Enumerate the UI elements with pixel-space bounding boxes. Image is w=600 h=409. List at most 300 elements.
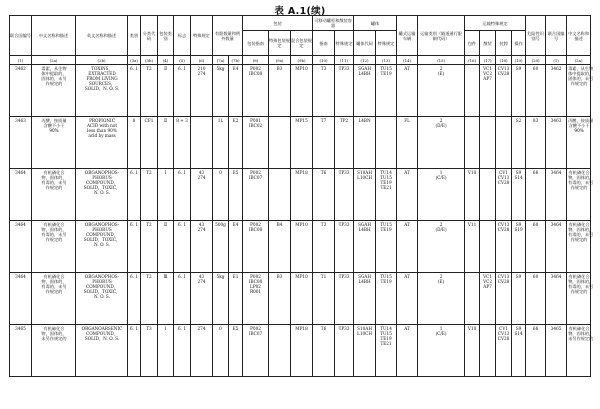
cell-mixed: MP18 — [291, 169, 313, 221]
cell-bulk-line: VC1 — [483, 274, 493, 279]
cell-transport-category-line: (E) — [437, 279, 445, 284]
cell-en-name — [76, 117, 128, 169]
cell-en-name-line: COMPOUND， — [86, 284, 118, 289]
cell-tank-code — [354, 273, 376, 325]
cell-packing-group: Ⅲ — [158, 273, 174, 325]
cell-pkg-special — [269, 117, 291, 169]
cell-special-line: 274 — [197, 175, 206, 180]
cell-tank-code-line: L4BN — [358, 118, 371, 123]
cell-operation: S9 S14 — [512, 169, 526, 221]
header-class-code: 分类代码 — [141, 16, 158, 56]
cell-cn-name-2-line: 物，固体的， — [568, 279, 594, 284]
cell-tank-prov-line: TE19 — [380, 180, 392, 185]
cell-class-code: T2 — [141, 221, 158, 273]
column-index: (4) — [158, 56, 174, 65]
cell-en-name — [76, 325, 128, 377]
cell-tank-code-line: SGAH — [358, 66, 371, 71]
cell-tank-prov — [376, 221, 397, 273]
cell-en-name-line: COMPOUND， — [86, 331, 118, 336]
cell-tank-code-line: L10CH — [357, 175, 373, 180]
cell-en-name-line: ORGANOARSENIC — [81, 326, 123, 331]
cell-class: 6. 1 — [128, 273, 141, 325]
cell-tank-prov-line: TU14 — [380, 326, 392, 331]
cell-tank-code — [354, 117, 376, 169]
cell-tank-instr: T6 — [313, 169, 335, 221]
cell-hazard-id: 60 — [526, 221, 546, 273]
cell-cn-name-2 — [567, 273, 594, 325]
cell-cn-name — [32, 325, 76, 377]
header-pkg-special: 特殊包装规定 — [269, 31, 291, 56]
cell-en-name — [76, 221, 128, 273]
cell-bulk-line: AP7 — [483, 76, 492, 81]
cell-cn-name — [32, 65, 76, 117]
column-index: (1) — [546, 56, 567, 65]
cell-packing-group: Ⅰ — [158, 325, 174, 377]
cell-tank-prov — [376, 65, 397, 117]
cell-special-line: 274 — [197, 279, 206, 284]
cell-un-no-2: 3463 — [546, 117, 567, 169]
column-index: (14) — [397, 56, 418, 65]
header-portable-tank: 可移动罐柜和散装容器 — [313, 16, 354, 31]
cell-class-code: CF1 — [141, 117, 158, 169]
cell-cn-name-line: 90% — [49, 128, 59, 133]
column-index: (20) — [526, 56, 546, 65]
table-row — [10, 117, 591, 169]
cell-cn-name-line: 有毒的，未另 — [41, 284, 67, 289]
cell-cn-name-line: 有机磷化合 — [43, 222, 65, 227]
cell-un-no-2: 3464 — [546, 169, 567, 221]
cell-transport-category — [418, 65, 465, 117]
dangerous-goods-table — [9, 15, 594, 377]
cell-cn-name-line: 作规定的 — [45, 237, 63, 242]
cell-cn-name-line: 物，固体的， — [41, 331, 67, 336]
cell-cn-name — [32, 169, 76, 221]
cell-cn-name-2-line: 有机砷化合 — [568, 326, 590, 331]
cell-hazard-id: 66 — [526, 169, 546, 221]
cell-cn-name-2 — [567, 117, 594, 169]
cell-limited-qty: 500g — [213, 221, 229, 273]
cell-excepted-qty: E2 — [229, 117, 243, 169]
header-en-name: 英文名称和描述 — [76, 16, 128, 56]
cell-packing-group: Ⅱ — [158, 117, 174, 169]
header-tank-vehicle: 罐式运输车辆 — [397, 16, 418, 56]
cell-limited-qty: 1L — [213, 117, 229, 169]
cell-limited-qty: 0 — [213, 169, 229, 221]
cell-en-name-line: SOURCES， — [88, 81, 116, 86]
cell-label: 6. 1 — [174, 169, 191, 221]
cell-loading-line: CV13 — [497, 175, 510, 180]
cell-loading-line: CV1 — [499, 326, 509, 331]
column-index: (9b) — [291, 56, 313, 65]
cell-excepted-qty: E4 — [229, 221, 243, 273]
cell-transport-category-line: 2 — [439, 118, 443, 123]
cell-transport-category-line: 1 — [439, 326, 443, 331]
cell-loading-line: CV13 — [497, 222, 510, 227]
cell-limited-qty: 5kg — [213, 273, 229, 325]
cell-transport-category — [418, 169, 465, 221]
cell-class-code: T3 — [141, 325, 158, 377]
cell-pkg-special: B4 — [269, 221, 291, 273]
cell-pkg-instr — [243, 169, 269, 221]
cell-tank-prov-line: TU15 — [380, 274, 392, 279]
cell-en-name-line: SOLID，TOXIC， — [83, 185, 121, 190]
cell-transport-category — [418, 273, 465, 325]
cell-transport-category-line: (C/E) — [435, 331, 447, 336]
cell-loading — [496, 169, 512, 221]
cell-label: 6. 1 — [174, 273, 191, 325]
cell-en-name-line: PROPIONIC — [89, 118, 115, 123]
column-index: (5) — [174, 56, 191, 65]
cell-en-name-line: SOLID，TOXIC， — [83, 289, 121, 294]
cell-en-name-line: ACID with not — [86, 123, 118, 128]
header-tank-code: 罐体代码 — [354, 31, 376, 56]
cell-pkg-instr — [243, 325, 269, 377]
header-transport-category: 运输类别（隧道通行限制代码） — [418, 16, 465, 56]
cell-transport-category-line: 1 — [439, 170, 443, 175]
header-pieces: 包件 — [465, 31, 480, 56]
cell-un-no-2: 3465 — [546, 325, 567, 377]
cell-cn-name — [32, 273, 76, 325]
cell-class-code: T2 — [141, 169, 158, 221]
cell-cn-name-2-line: 有毒的，未另 — [568, 232, 594, 237]
cell-tank-instr: T6 — [313, 325, 335, 377]
cell-label: 8 + 3 — [174, 117, 191, 169]
cell-pkg-instr-line: P002 — [250, 222, 261, 227]
cell-tank-prov-line: TE19 — [380, 336, 392, 341]
cell-hazard-id: 60 — [526, 273, 546, 325]
cell-class: 6. 1 — [128, 169, 141, 221]
cell-mixed: MP10 — [291, 221, 313, 273]
cell-special — [191, 221, 213, 273]
cell-pkg-instr-line: R001 — [249, 289, 262, 294]
cell-cn-name-2-line: 有机磷化合 — [568, 274, 590, 279]
cell-packing-group: Ⅱ — [158, 65, 174, 117]
cell-cn-name-2-line: 有毒的，未另 — [568, 284, 594, 289]
cell-label: 6. 1 — [174, 325, 191, 377]
cell-bulk-line: AP7 — [483, 284, 492, 289]
cell-tank-instr: T3 — [313, 65, 335, 117]
cell-mixed: MP15 — [291, 117, 313, 169]
table-body — [10, 65, 594, 377]
cell-pkg-instr-line: P002 — [250, 66, 261, 71]
cell-cn-name-line: 毒素，从生物 — [41, 66, 67, 71]
cell-cn-name-line: 有毒的，未另 — [41, 232, 67, 237]
cell-cn-name-line: 体中提取的， — [41, 71, 67, 76]
cell-en-name-line: ORGANOPHOS- — [84, 274, 120, 279]
cell-tank-prov — [376, 273, 397, 325]
cell-class: 6. 1 — [128, 221, 141, 273]
cell-tank-instr: T3 — [313, 221, 335, 273]
cell-un-no: 3464 — [10, 273, 32, 325]
column-index: (8) — [243, 56, 269, 65]
cell-tank-special: TP33 — [335, 325, 354, 377]
cell-en-name — [76, 65, 128, 117]
cell-packing-group: Ⅱ — [158, 221, 174, 273]
cell-excepted-qty: E5 — [229, 325, 243, 377]
header-tank-body: 罐体 — [354, 16, 397, 31]
cell-loading-line: CV28 — [497, 336, 510, 341]
header-limited-qty: 有限数量和例外数量 — [213, 16, 243, 56]
cell-un-no-2: 3464 — [546, 273, 567, 325]
cell-loading — [496, 221, 512, 273]
column-index: (17) — [480, 56, 496, 65]
cell-class-code: T2 — [141, 65, 158, 117]
table-row — [10, 169, 591, 221]
cell-transport-category-line: (D/E) — [435, 123, 447, 128]
cell-cn-name-2-line: 丙酸，按质量 — [568, 118, 594, 123]
cell-limited-qty: 5kg — [213, 65, 229, 117]
cell-pkg-instr-line: IBC02 — [248, 123, 263, 128]
cell-tank-code-line: L4BH — [358, 227, 371, 232]
cell-tank-code — [354, 325, 376, 377]
cell-tank-code — [354, 221, 376, 273]
cell-pkg-instr-line: LP02 — [250, 284, 261, 289]
cell-en-name-line: less than 90% — [87, 128, 117, 133]
cell-operation: S2 — [512, 117, 526, 169]
cell-cn-name-line: 有机磷化合 — [43, 170, 65, 175]
column-index: (12) — [354, 56, 376, 65]
cell-tank-special: TP33 — [335, 65, 354, 117]
cell-cn-name-2-line: 有机磷化合 — [568, 222, 590, 227]
cell-loading — [496, 273, 512, 325]
cell-mixed: MP10 — [291, 273, 313, 325]
cell-en-name-line: ORGANOPHOS- — [84, 170, 120, 175]
cell-cn-name-line: 作规定的 — [45, 81, 63, 86]
cell-cn-name — [32, 221, 76, 273]
cell-special — [191, 325, 213, 377]
cell-bulk-line: VC2 — [483, 279, 493, 284]
cell-special-line: 43 — [198, 274, 205, 279]
cell-en-name-line: N. O. S. — [94, 294, 110, 299]
cell-un-no: 3464 — [10, 169, 32, 221]
cell-hazard-id: 83 — [526, 117, 546, 169]
cell-en-name-line: FROM LIVING — [86, 76, 118, 81]
column-index: (13) — [376, 56, 397, 65]
cell-excepted-qty: E5 — [229, 169, 243, 221]
cell-cn-name-line: 有机砷化合 — [43, 326, 65, 331]
cell-un-no: 3462 — [10, 65, 32, 117]
cell-en-name-line: SOLID，N. O. S. — [84, 86, 120, 91]
cell-pieces — [465, 273, 480, 325]
cell-pkg-instr-line: IBC07 — [248, 331, 263, 336]
cell-class: 6. 1 — [128, 325, 141, 377]
column-index: (3a) — [128, 56, 141, 65]
table-row — [10, 325, 591, 377]
cell-label: 6. 1 — [174, 221, 191, 273]
cell-special-line: 43 — [198, 170, 205, 175]
cell-pkg-instr-line: P002 — [250, 170, 261, 175]
cell-cn-name-2 — [567, 221, 594, 273]
cell-cn-name-2-line: 作规定的 — [570, 81, 588, 86]
cell-tank-prov-line: TU14 — [380, 170, 392, 175]
column-index-row — [10, 56, 591, 65]
cell-en-name-line: EXTRACTED — [88, 71, 116, 76]
cell-cn-name-line: 作规定的 — [45, 185, 63, 190]
header-hazard-id: 危险性识别号 — [526, 16, 546, 56]
cell-tank-special: TP33 — [335, 273, 354, 325]
cell-tank-prov — [376, 117, 397, 169]
column-index: (7a) — [213, 56, 229, 65]
cell-en-name-line: ORGANOPHOS- — [84, 222, 120, 227]
cell-operation: S9 — [512, 273, 526, 325]
header-packing-group: 包装类别 — [158, 16, 174, 56]
header-cn-name: 中文名称和描述 — [32, 16, 76, 56]
header-tank-special: 特殊规定 — [335, 31, 354, 56]
cell-tank-prov-line: TE19 — [380, 279, 392, 284]
column-index: (6) — [191, 56, 213, 65]
cell-cn-name-2 — [567, 169, 594, 221]
cell-cn-name-2 — [567, 65, 594, 117]
header-special: 特殊规定 — [191, 16, 213, 56]
cell-cn-name-2 — [567, 325, 594, 377]
cell-un-no-2: 3462 — [546, 65, 567, 117]
cell-pieces: V10 — [465, 169, 480, 221]
cell-loading — [496, 325, 512, 377]
cell-limited-qty: 0 — [213, 325, 229, 377]
header-mixed: 混合包装规定 — [291, 31, 313, 56]
cell-cn-name — [32, 117, 76, 169]
cell-loading-line: CV28 — [497, 71, 510, 76]
cell-excepted-qty: E4 — [229, 65, 243, 117]
cell-cn-name-2-line: 作规定的 — [570, 289, 588, 294]
table-row — [10, 273, 591, 325]
column-index: (2b) — [76, 56, 128, 65]
cell-bulk — [480, 325, 496, 377]
column-index: (18) — [496, 56, 512, 65]
cell-packing-group: Ⅰ — [158, 169, 174, 221]
cell-en-name-line: PHORUS — [92, 279, 112, 284]
cell-class: 8 — [128, 117, 141, 169]
cell-tank-prov-line: TU15 — [380, 175, 392, 180]
cell-pieces — [465, 65, 480, 117]
cell-pkg-instr — [243, 117, 269, 169]
header-packaging: 包装 — [243, 16, 313, 31]
cell-tank-code — [354, 65, 376, 117]
cell-tank-prov-line: TU15 — [380, 331, 392, 336]
column-index: (1) — [10, 56, 32, 65]
cell-bulk-line: VC2 — [483, 71, 493, 76]
cell-special-line: 43 — [198, 222, 205, 227]
cell-pieces: V11 — [465, 221, 480, 273]
header-bulk: 散装 — [480, 31, 496, 56]
cell-cn-name-line: 有机磷化合 — [43, 274, 65, 279]
header-label: 标志 — [174, 16, 191, 56]
header-loading: 装卸 — [496, 31, 512, 56]
cell-un-no: 3463 — [10, 117, 32, 169]
cell-loading-line: CV13 — [497, 331, 510, 336]
header-pkg-instr: 包装指南 — [243, 31, 269, 56]
cell-hazard-id: 66 — [526, 325, 546, 377]
cell-loading-line: CV13 — [497, 274, 510, 279]
cell-en-name-line: PHORUS — [92, 227, 112, 232]
cell-special — [191, 65, 213, 117]
cell-special-line: 274 — [197, 326, 206, 331]
cell-tank-prov-line: TE19 — [380, 71, 392, 76]
table-row — [10, 65, 591, 117]
header-tank-prov: 特殊规定 — [376, 31, 397, 56]
header-un-no: 联合国编号 — [10, 16, 32, 56]
cell-cn-name-line: 固体的，未另 — [41, 76, 67, 81]
cell-en-name-line: PHORUS — [92, 175, 112, 180]
cell-vehicle: AT — [397, 169, 418, 221]
header-tank-instr: 指南 — [313, 31, 335, 56]
cell-en-name-line: SOLID，TOXIC， — [83, 237, 121, 242]
cell-bulk — [480, 169, 496, 221]
cell-tank-prov-line: TU15 — [380, 66, 392, 71]
header-class: 类别 — [128, 16, 141, 56]
cell-special — [191, 169, 213, 221]
cell-cn-name-2-line: 有机磷化合 — [568, 170, 590, 175]
column-index: (7b) — [229, 56, 243, 65]
cell-cn-name-line: 丙酸，按质量 — [41, 118, 67, 123]
cell-en-name-line: N. O. S. — [94, 242, 110, 247]
cell-tank-special: TP33 — [335, 169, 354, 221]
cell-pkg-instr — [243, 221, 269, 273]
cell-en-name — [76, 273, 128, 325]
column-index: (3b) — [141, 56, 158, 65]
cell-tank-special: TP2 — [335, 117, 354, 169]
cell-pkg-instr-line: IBC08 — [248, 227, 263, 232]
cell-mixed: MP10 — [291, 65, 313, 117]
cell-tank-prov — [376, 169, 397, 221]
cell-pkg-instr — [243, 273, 269, 325]
header-operation: 操作 — [512, 31, 526, 56]
cell-transport-category-line: (C/E) — [435, 175, 447, 180]
cell-tank-prov-line: TE21 — [380, 341, 392, 346]
cell-pkg-instr-line: IBC08 — [248, 279, 263, 284]
cell-bulk — [480, 221, 496, 273]
cell-tank-code-line: SGAH — [358, 274, 371, 279]
cell-tank-prov-line: TE21 — [380, 185, 392, 190]
header-cn-name-2: 中文名称和描述 — [567, 16, 591, 56]
cell-transport-category-line: 2 — [439, 66, 443, 71]
cell-vehicle: AT — [397, 325, 418, 377]
cell-operation: S9 S19 — [512, 221, 526, 273]
cell-loading-line: CV13 — [497, 66, 510, 71]
cell-cn-name-2-line: 作规定的 — [570, 185, 588, 190]
cell-tank-code — [354, 169, 376, 221]
cell-pkg-instr-line: P001 — [250, 118, 261, 123]
cell-operation: S9 S14 — [512, 325, 526, 377]
cell-transport-category-line: 2 — [439, 222, 443, 227]
cell-transport-category — [418, 325, 465, 377]
cell-cn-name-line: 作规定的 — [45, 289, 63, 294]
cell-cn-name-line: 含酸不小于 — [43, 123, 65, 128]
cell-tank-code-line: S10AH — [357, 326, 372, 331]
cell-tank-code-line: L10CH — [357, 331, 373, 336]
cell-en-name-line: SOLID，N. O. S. — [84, 336, 120, 341]
cell-transport-category-line: 2 — [439, 274, 443, 279]
cell-special — [191, 117, 213, 169]
cell-cn-name-2-line: 物，固体的， — [568, 227, 594, 232]
cell-un-no: 3464 — [10, 221, 32, 273]
cell-loading-line: CV28 — [497, 180, 510, 185]
table-title: 表 A.1(续) — [274, 6, 326, 17]
cell-pkg-special: B3 — [269, 65, 291, 117]
cell-en-name-line: acid by mass — [88, 133, 116, 138]
cell-cn-name-line: 物，固体的， — [41, 279, 67, 284]
cell-transport-category-line: (D/E) — [435, 227, 447, 232]
cell-special-line: 210 — [197, 66, 206, 71]
cell-tank-instr: T1 — [313, 273, 335, 325]
cell-cn-name-2-line: 作规定的 — [570, 237, 588, 242]
cell-vehicle: AT — [397, 221, 418, 273]
cell-en-name-line: COMPOUND， — [86, 180, 118, 185]
cell-transport-category — [418, 221, 465, 273]
cell-pkg-instr — [243, 65, 269, 117]
cell-pkg-special: B3 — [269, 273, 291, 325]
column-index: (15) — [418, 56, 465, 65]
